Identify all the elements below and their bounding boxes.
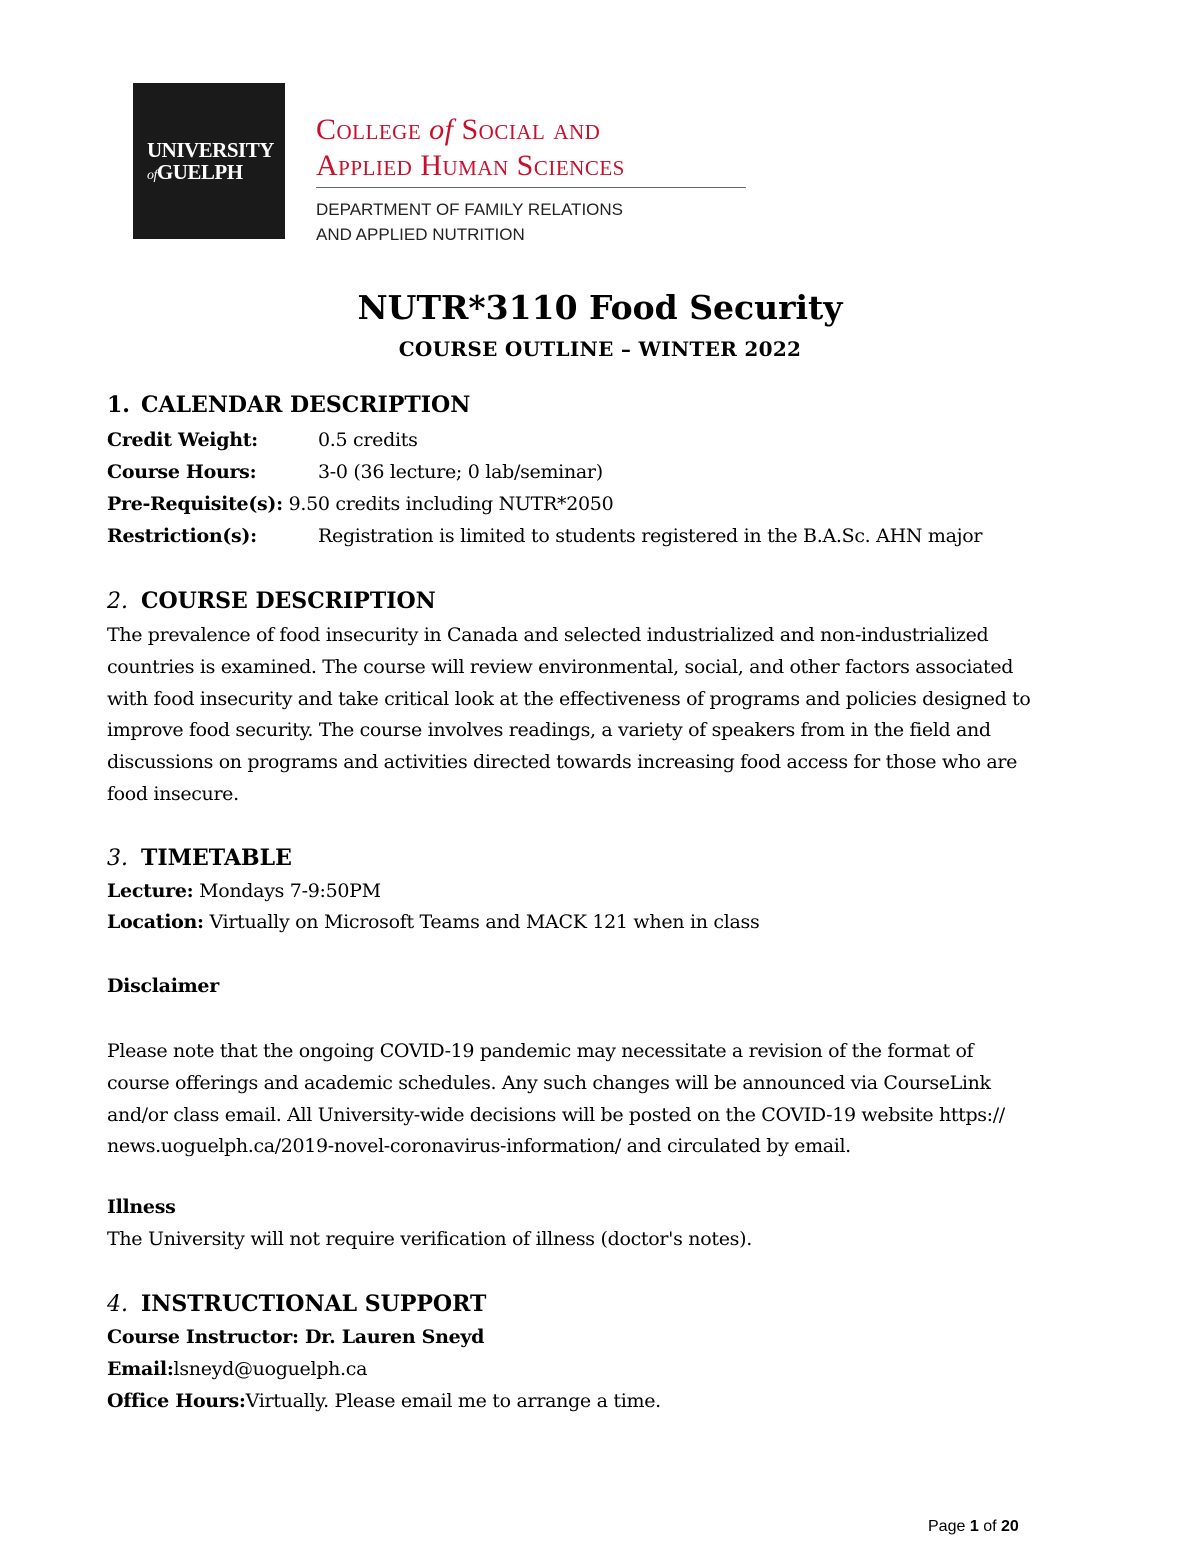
credit-weight-value: 0.5 credits (318, 429, 418, 451)
college-name (316, 112, 625, 184)
department-line-1: DEPARTMENT OF FAMILY RELATIONS (316, 200, 624, 219)
header-divider (316, 187, 746, 188)
location-row: Location: Virtually on Microsoft Teams and MACK 121 when in class (107, 911, 760, 933)
course-hours-label: Course Hours: (107, 461, 257, 483)
prerequisite-row: Pre-Requisite(s): 9.50 credits including NUTR*2050 (107, 493, 614, 515)
logo-line-university: UNIVERSITY (147, 138, 274, 162)
restriction-label: Restriction(s): (107, 525, 257, 547)
course-hours-value: 3-0 (36 lecture; 0 lab/seminar) (318, 461, 603, 483)
lecture-row: Lecture: Mondays 7-9:50PM (107, 880, 381, 902)
disclaimer-heading: Disclaimer (107, 975, 219, 997)
office-hours-row: Office Hours:Virtually. Please email me to arrange a time. (107, 1390, 661, 1412)
document-title: NUTR*3110 Food Security (357, 288, 843, 327)
section-heading-timetable: 3. TIMETABLE (107, 845, 292, 871)
email-link[interactable]: lsneyd@uoguelph.ca (173, 1358, 368, 1380)
credit-weight-label: Credit Weight: (107, 429, 258, 451)
section-heading-calendar: 1. CALENDAR DESCRIPTION (107, 392, 471, 418)
section-heading-instructional-support: 4. INSTRUCTIONAL SUPPORT (107, 1291, 487, 1317)
university-of-guelph-logo (133, 83, 285, 239)
department-line-2: AND APPLIED NUTRITION (316, 225, 525, 244)
illness-heading: Illness (107, 1196, 176, 1218)
illness-text: The University will not require verification of illness (doctor's notes). (107, 1228, 752, 1250)
college-line-2: Applied Human Sciences (316, 149, 625, 182)
logo-line-guelph: ofGUELPH (147, 160, 243, 184)
page-number: Page 1 of 20 (928, 1518, 1019, 1535)
section-heading-course-description: 2. COURSE DESCRIPTION (107, 588, 436, 614)
restriction-value: Registration is limited to students registered in the B.A.Sc. AHN major (318, 525, 983, 547)
disclaimer-text: Please note that the ongoing COVID-19 pandemic may necessitate a revision of the format of course offerings and academic schedules. Any such changes will be announced via CourseLink and/or class email. All University-wide decisions will be posted on the COVID-19 website https:// news.uoguelph.ca/2019-novel-coronavirus-information/ and circulated by email. (107, 1040, 1005, 1158)
instructor-row: Course Instructor: Dr. Lauren Sneyd (107, 1326, 485, 1348)
course-description-text: The prevalence of food insecurity in Canada and selected industrialized and non-industrialized countries is examined. The course will review environmental, social, and other factors associated with food insecurity and take critical look at the effectiveness of programs and policies designed to improve food security. The course involves readings, a variety of speakers from in the field and discussions on programs and activities directed towards increasing food access for those who are food insecure. (107, 624, 1031, 805)
email-row: Email:lsneyd@uoguelph.ca (107, 1358, 368, 1380)
college-line-1: College of Social and (316, 113, 601, 146)
document-subtitle: COURSE OUTLINE – WINTER 2022 (398, 337, 802, 361)
department-name (316, 197, 623, 247)
